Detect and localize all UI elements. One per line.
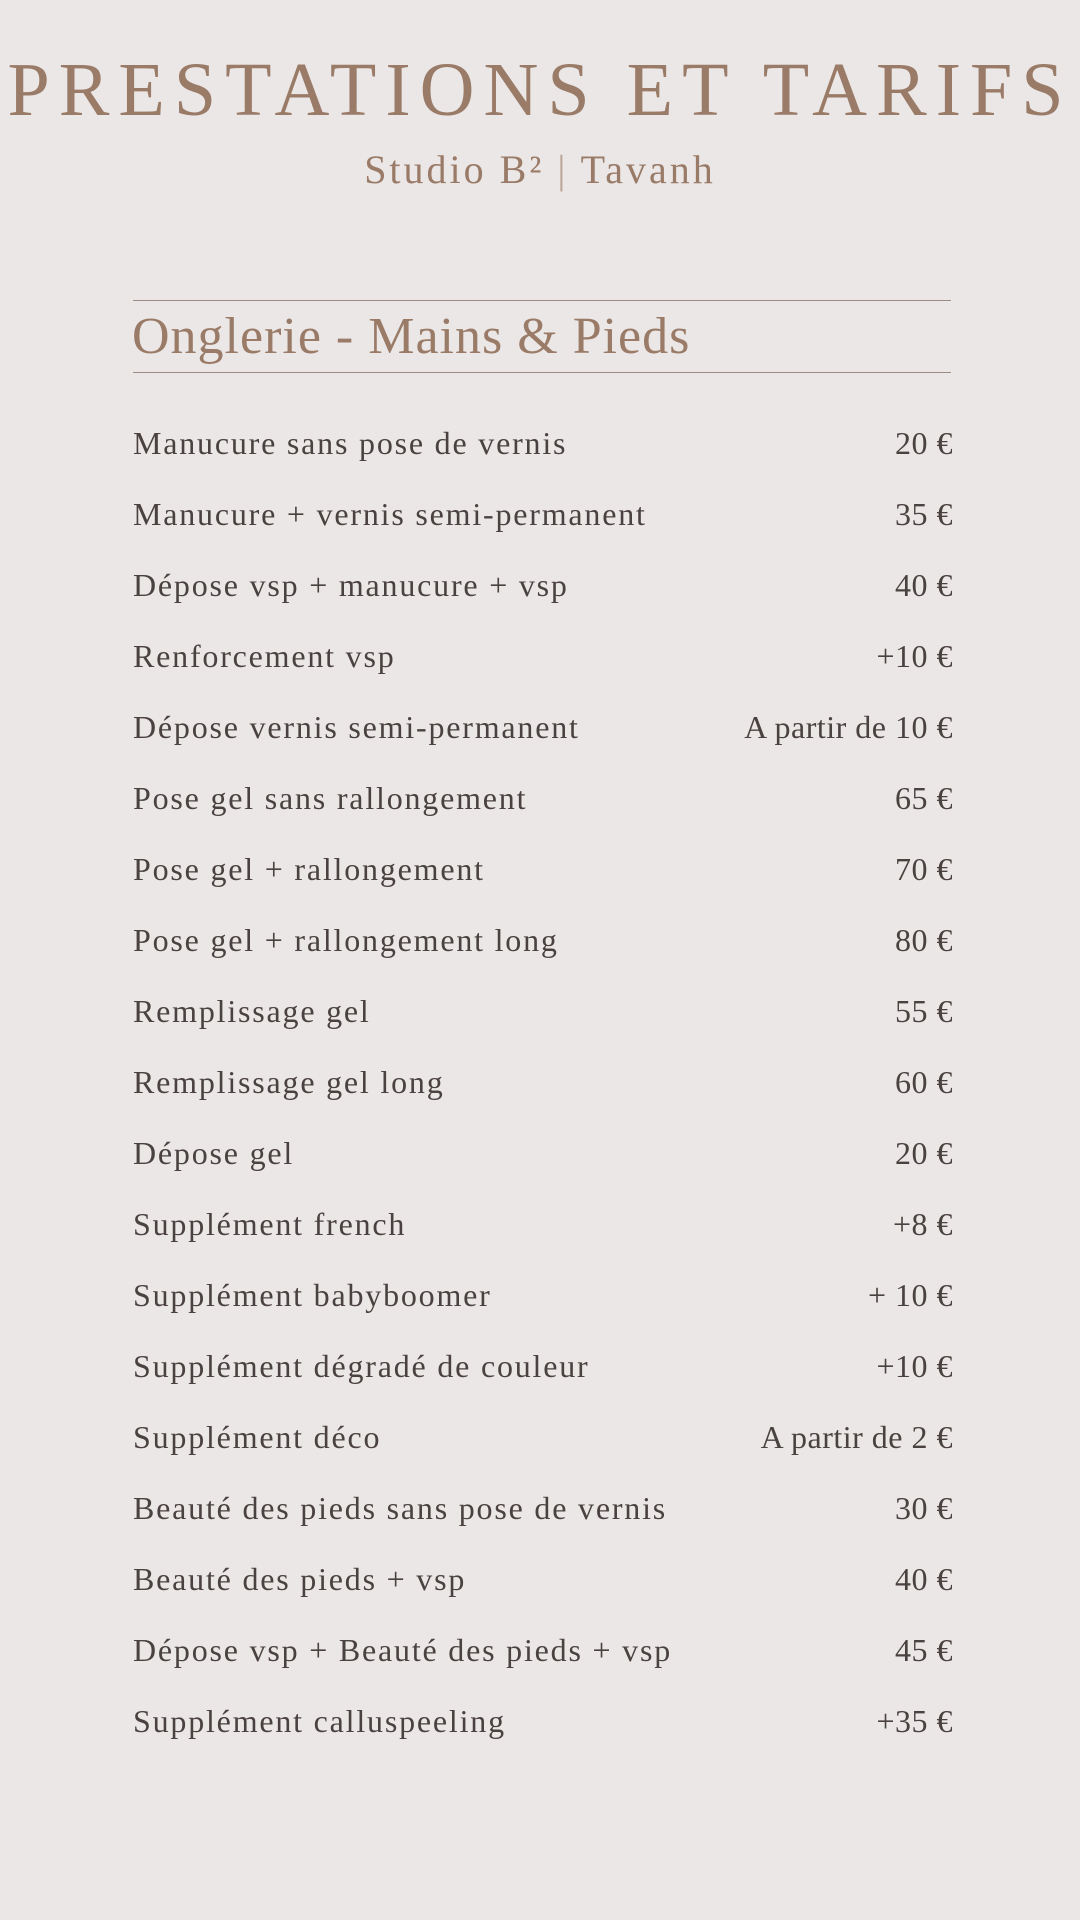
price-row bbox=[133, 976, 953, 1047]
price-row bbox=[133, 621, 953, 692]
service-price: 65 € bbox=[895, 780, 953, 816]
service-price: 55 € bbox=[895, 993, 953, 1029]
service-price: +8 € bbox=[892, 1206, 953, 1242]
price-row bbox=[133, 905, 953, 976]
service-name: Beauté des pieds + vsp bbox=[133, 1561, 467, 1597]
service-name: Dépose vsp + manucure + vsp bbox=[133, 567, 569, 603]
service-name: Dépose vernis semi-permanent bbox=[133, 709, 580, 745]
price-row bbox=[133, 1189, 953, 1260]
price-row bbox=[133, 1402, 953, 1473]
service-price: +10 € bbox=[876, 638, 953, 674]
price-row bbox=[133, 763, 953, 834]
price-row bbox=[133, 550, 953, 621]
service-price: 45 € bbox=[895, 1632, 953, 1668]
service-price: 20 € bbox=[895, 1135, 953, 1171]
service-price: A partir de 2 € bbox=[760, 1419, 953, 1455]
service-name: Renforcement vsp bbox=[133, 638, 396, 674]
service-price: 35 € bbox=[895, 496, 953, 532]
page-subtitle bbox=[0, 147, 1080, 192]
service-name: Remplissage gel bbox=[133, 993, 371, 1029]
service-price: 30 € bbox=[895, 1490, 953, 1526]
service-name: Manucure sans pose de vernis bbox=[133, 425, 568, 461]
price-row bbox=[133, 1686, 953, 1757]
service-name: Remplissage gel long bbox=[133, 1064, 445, 1100]
service-price: +35 € bbox=[876, 1703, 953, 1739]
price-row bbox=[133, 1544, 953, 1615]
service-name: Pose gel + rallongement long bbox=[133, 922, 559, 958]
service-price: +10 € bbox=[876, 1348, 953, 1384]
service-name: Supplément french bbox=[133, 1206, 407, 1242]
studio-name: Studio B² bbox=[364, 147, 545, 192]
price-row bbox=[133, 834, 953, 905]
page-title: PRESTATIONS ET TARIFS bbox=[7, 48, 1073, 132]
section-title: Onglerie - Mains & Pieds bbox=[132, 308, 691, 365]
price-row bbox=[133, 1118, 953, 1189]
price-row bbox=[133, 692, 953, 763]
price-row bbox=[133, 408, 953, 479]
service-price: 40 € bbox=[895, 567, 953, 603]
service-name: Pose gel + rallongement bbox=[133, 851, 485, 887]
service-name: Supplément déco bbox=[133, 1419, 382, 1455]
artist-name: Tavanh bbox=[580, 147, 716, 192]
service-price: 20 € bbox=[895, 425, 953, 461]
price-row bbox=[133, 1047, 953, 1118]
service-price: 70 € bbox=[895, 851, 953, 887]
service-price: 80 € bbox=[895, 922, 953, 958]
price-row bbox=[133, 1331, 953, 1402]
service-name: Manucure + vernis semi-permanent bbox=[133, 496, 647, 532]
price-row bbox=[133, 479, 953, 550]
service-price: A partir de 10 € bbox=[744, 709, 953, 745]
service-price: 60 € bbox=[895, 1064, 953, 1100]
service-name: Supplément calluspeeling bbox=[133, 1703, 506, 1739]
service-price: 40 € bbox=[895, 1561, 953, 1597]
service-name: Pose gel sans rallongement bbox=[133, 780, 528, 816]
service-price: + 10 € bbox=[867, 1277, 953, 1313]
service-name: Dépose vsp + Beauté des pieds + vsp bbox=[133, 1632, 673, 1668]
price-row bbox=[133, 1260, 953, 1331]
price-row bbox=[133, 1473, 953, 1544]
price-row bbox=[133, 1615, 953, 1686]
section-divider-top bbox=[133, 300, 951, 301]
subtitle-separator: | bbox=[557, 147, 569, 192]
service-name: Supplément dégradé de couleur bbox=[133, 1348, 590, 1384]
price-list bbox=[133, 408, 953, 1757]
service-name: Beauté des pieds sans pose de vernis bbox=[133, 1490, 668, 1526]
service-name: Supplément babyboomer bbox=[133, 1277, 492, 1313]
service-name: Dépose gel bbox=[133, 1135, 295, 1171]
section-divider-bottom bbox=[133, 372, 951, 373]
